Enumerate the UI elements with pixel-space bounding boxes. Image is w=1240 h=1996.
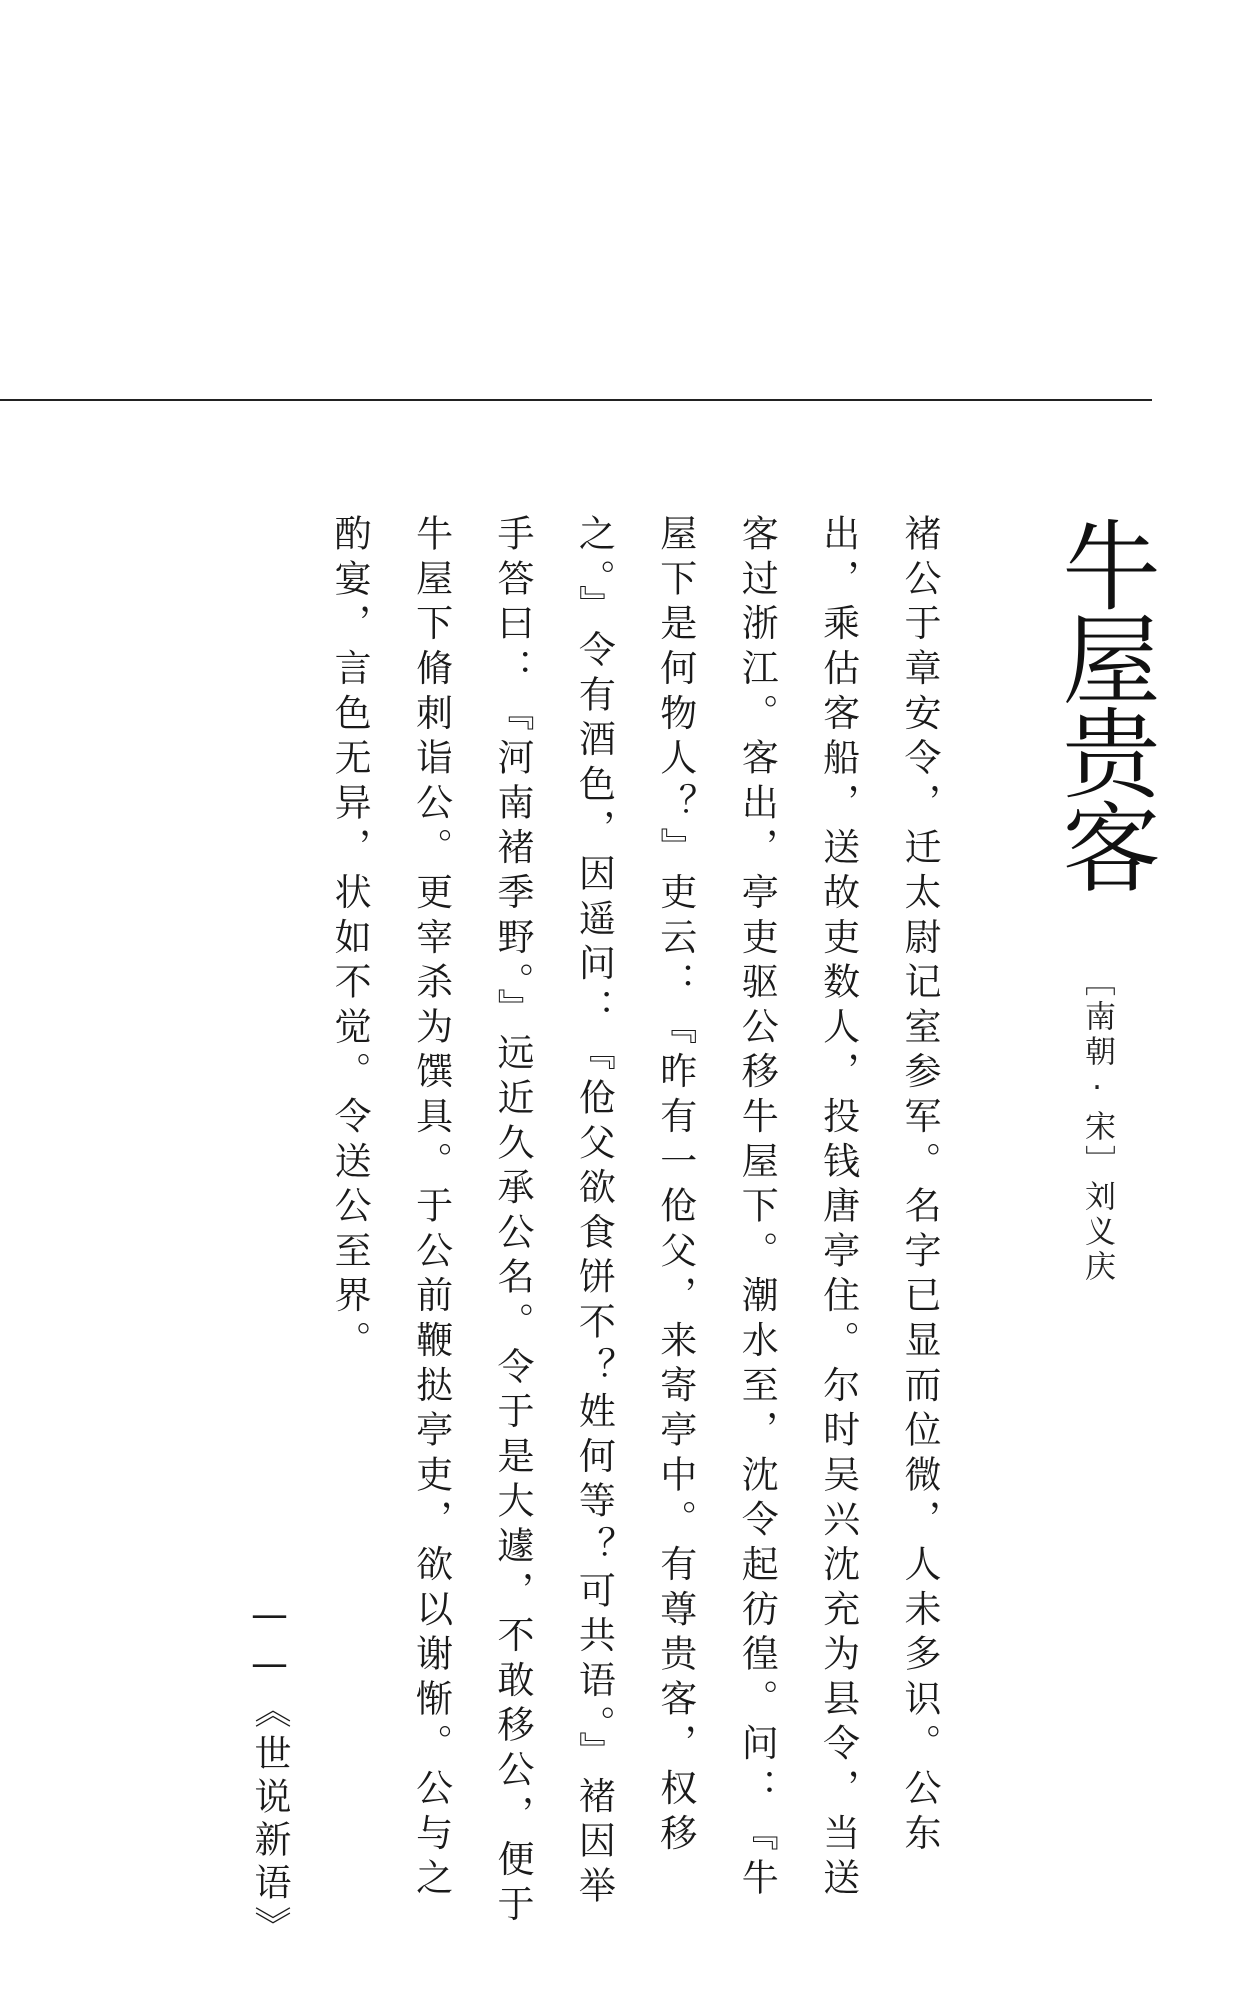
page-title: 牛屋贵客 bbox=[1046, 515, 1160, 891]
top-divider-line bbox=[0, 399, 1152, 401]
author-attribution: ［南朝·宋］刘义庆 bbox=[1079, 965, 1115, 1285]
story-body-text: 褚公于章安令，迁太尉记室参军。名字已显而位微，人未多识。公东出，乘估客船，送故吏数人，投钱唐亭住。尔时吴兴沈充为县令，当送客过浙江。客出，亭吏驱公移牛屋下。潮水至，沈令起彷徨。问：『牛屋下是何物人？』吏云：『昨有一伧父，来寄亭中。有尊贵客，权移之。』令有酒色，因遥问：『伧父欲食饼不？姓何等？可共语。』褚因举手答曰：『河南褚季野。』远近久承公名。令于是大遽，不敢移公，便于牛屋下脩刺诣公。更宰杀为馔具。于公前鞭挞亭吏，欲以谢惭。公与之酌宴，言色无异，状如不觉。令送公至界。 bbox=[328, 514, 941, 1930]
source-citation: ——《世说新语》 bbox=[248, 1593, 291, 1949]
